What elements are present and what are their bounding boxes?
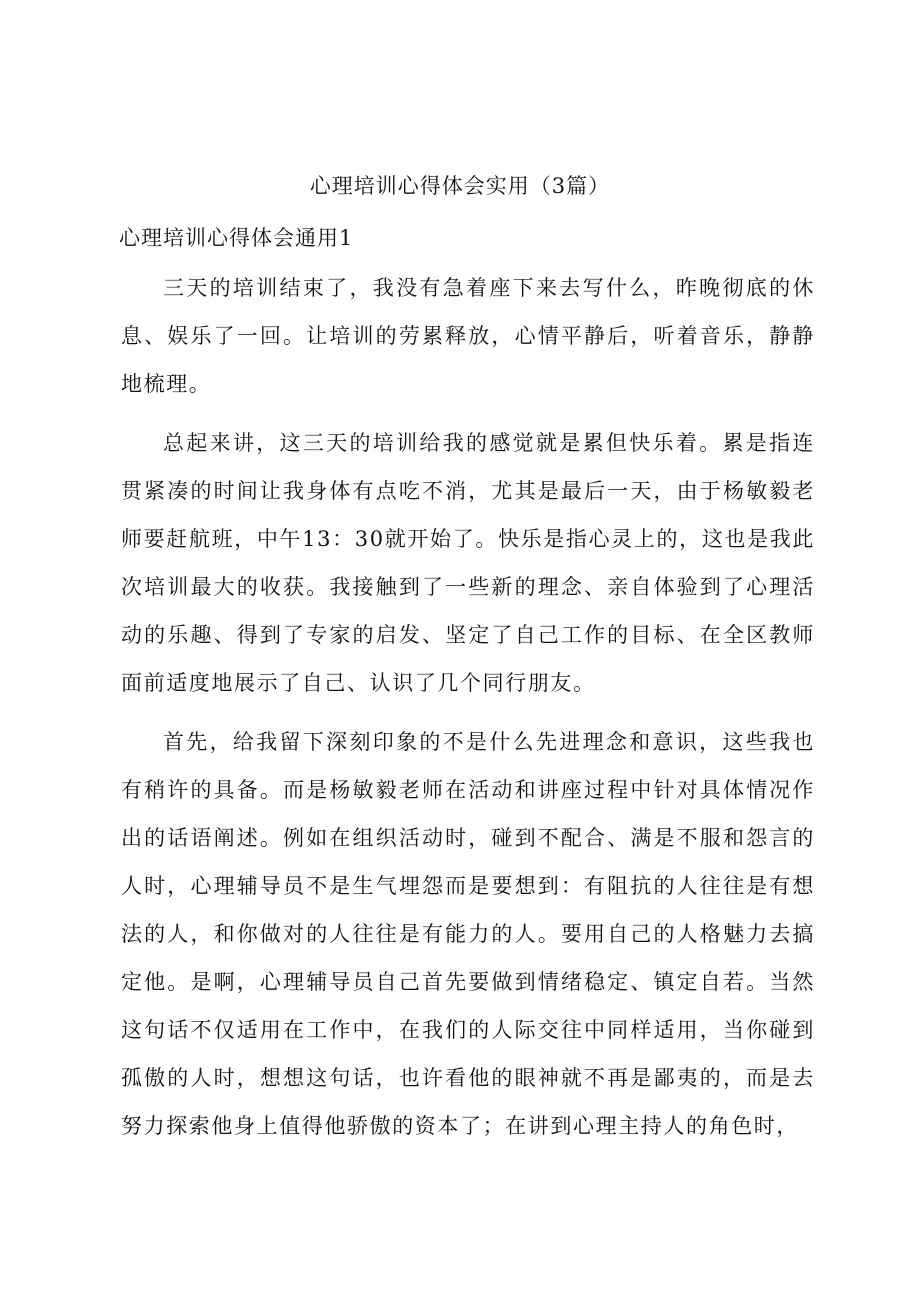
paragraph-2: 总起来讲，这三天的培训给我的感觉就是累但快乐着。累是指连贯紧凑的时间让我身体有点吃不消，尤其是最后一天，由于杨敏毅老师要赶航班，中午13：30就开始了。快乐是指心灵上的，这也是我此次培训最大的收获。我接触到了一些新的理念、亲自体验到了心理活动的乐趣、得到了专家的启发、坚定了自己工作的目标、在全区教师面前适度地展示了自己、认识了几个同行朋友。 — [121, 431, 815, 695]
document-title: 心理培训心得体会实用（3篇） — [309, 174, 611, 198]
section-heading: 心理培训心得体会通用1 — [119, 226, 354, 250]
paragraph-3: 首先，给我留下深刻印象的不是什么先进理念和意识，这些我也有稍许的具备。而是杨敏毅老师在活动和讲座过程中针对具体情况作出的话语阐述。例如在组织活动时，碰到不配合、满是不服和怨言的人时，心理辅导员不是生气埋怨而是要想到：有阻抗的人往往是有想法的人，和你做对的人往往是有能力的人。要用自己的人格魅力去搞定他。是啊，心理辅导员自己首先要做到情绪稳定、镇定自若。当然这句话不仅适用在工作中，在我们的人际交往中同样适用，当你碰到孤傲的人时，想想这句话，也许看他的眼神就不再是鄙夷的，而是去努力探索他身上值得他骄傲的资本了；在讲到心理主持人的角色时， — [121, 730, 815, 1138]
paragraph-1: 三天的培训结束了，我没有急着座下来去写什么，昨晚彻底的休息、娱乐了一回。让培训的劳累释放，心情平静后，听着音乐，静静地梳理。 — [121, 276, 815, 396]
document-body — [121, 264, 815, 1161]
